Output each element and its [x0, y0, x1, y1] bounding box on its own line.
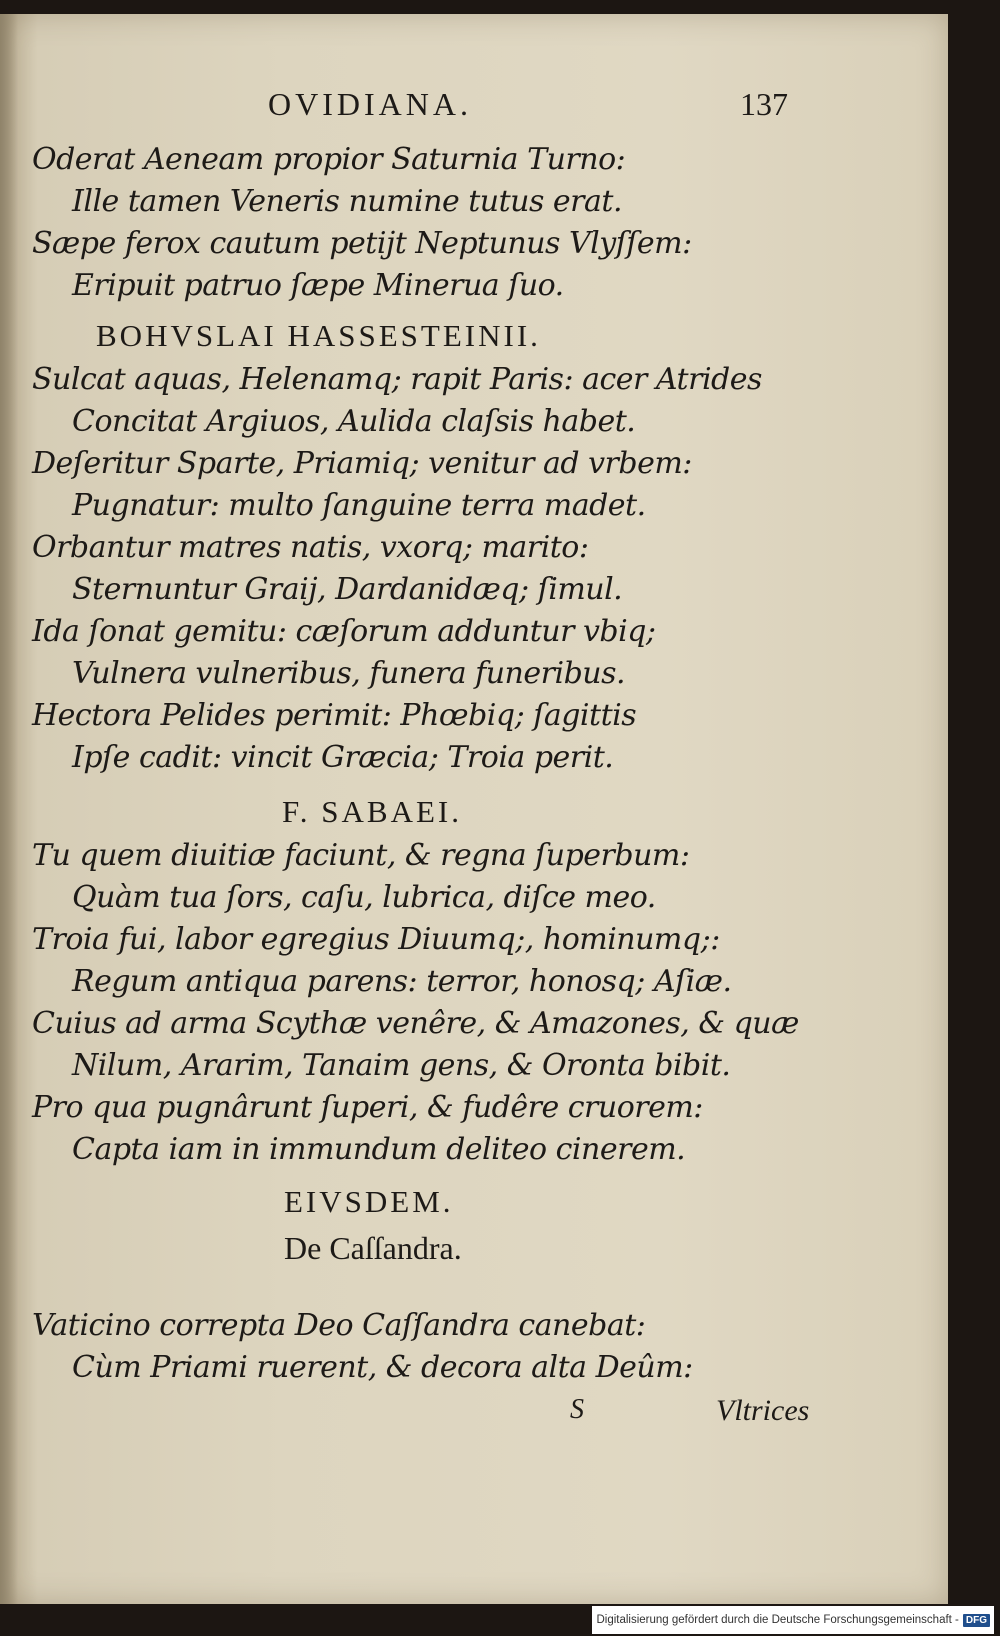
running-head: OVIDIANA. [268, 86, 472, 122]
poem-line: Hectora Pelides perimit: Phœbiq; ſagittis [32, 698, 637, 733]
poem-line: Capta iam in immundum deliteo cinerem. [72, 1132, 686, 1167]
section-heading: EIVSDEM. [284, 1184, 454, 1219]
poem-line: Regum antiqua parens: terror, honosq; Aſiæ. [72, 964, 732, 999]
poem-line: Sæpe ferox cautum petijt Neptunus Vlyſſem: [32, 226, 692, 261]
poem-line: Ipſe cadit: vincit Græcia; Troia perit. [72, 740, 614, 775]
poem-line: Eripuit patruo ſæpe Minerua ſuo. [72, 268, 564, 303]
poem-line: Orbantur matres natis, vxorq; marito: [32, 530, 589, 565]
poem-line: Cuius ad arma Scythæ venêre, & Amazones, & quæ [32, 1006, 799, 1041]
gutter-shadow [0, 14, 18, 1604]
poem-line: Ida ſonat gemitu: cæſorum adduntur vbiq; [32, 614, 656, 649]
footer-credit [592, 1606, 994, 1634]
poem-line: Vulnera vulneribus, funera funeribus. [72, 656, 626, 691]
poem-line: Pugnatur: multo ſanguine terra madet. [72, 488, 646, 523]
poem-line: Nilum, Ararim, Tanaim gens, & Oronta bibit. [72, 1048, 731, 1083]
poem-line: Deſeritur Sparte, Priamiq; venitur ad vrbem: [32, 446, 692, 481]
section-subheading: De Caſſandra. [284, 1230, 462, 1266]
poem-line: Troia fui, labor egregius Diuumq;, hominumq;: [32, 922, 720, 957]
section-heading: F. SABAEI. [282, 794, 462, 829]
poem-line: Concitat Argiuos, Aulida claſsis habet. [72, 404, 636, 439]
page-number: 137 [740, 86, 788, 122]
poem-line: Sulcat aquas, Helenamq; rapit Paris: acer Atrides [32, 362, 762, 397]
poem-line: Sternuntur Graij, Dardanidæq; ſimul. [72, 572, 623, 607]
dfg-logo: DFG [963, 1614, 990, 1627]
footer-text: Digitalisierung gefördert durch die Deutsche Forschungsgemeinschaft - [596, 1614, 959, 1626]
signature-mark: S [570, 1394, 584, 1425]
poem-line: Quàm tua ſors, caſu, lubrica, diſce meo. [72, 880, 656, 915]
poem-line: Vaticino correpta Deo Caſſandra canebat: [32, 1308, 646, 1343]
section-heading: BOHVSLAI HASSESTEINII. [96, 318, 541, 353]
catchword: Vltrices [716, 1394, 810, 1427]
poem-line: Pro qua pugnârunt ſuperi, & fudêre cruorem: [32, 1090, 703, 1125]
poem-line: Cùm Priami ruerent, & decora alta Deûm: [72, 1350, 693, 1385]
poem-line: Oderat Aeneam propior Saturnia Turno: [32, 142, 626, 177]
poem-line: Tu quem diuitiæ faciunt, & regna ſuperbum: [32, 838, 690, 873]
poem-line: Ille tamen Veneris numine tutus erat. [72, 184, 622, 219]
